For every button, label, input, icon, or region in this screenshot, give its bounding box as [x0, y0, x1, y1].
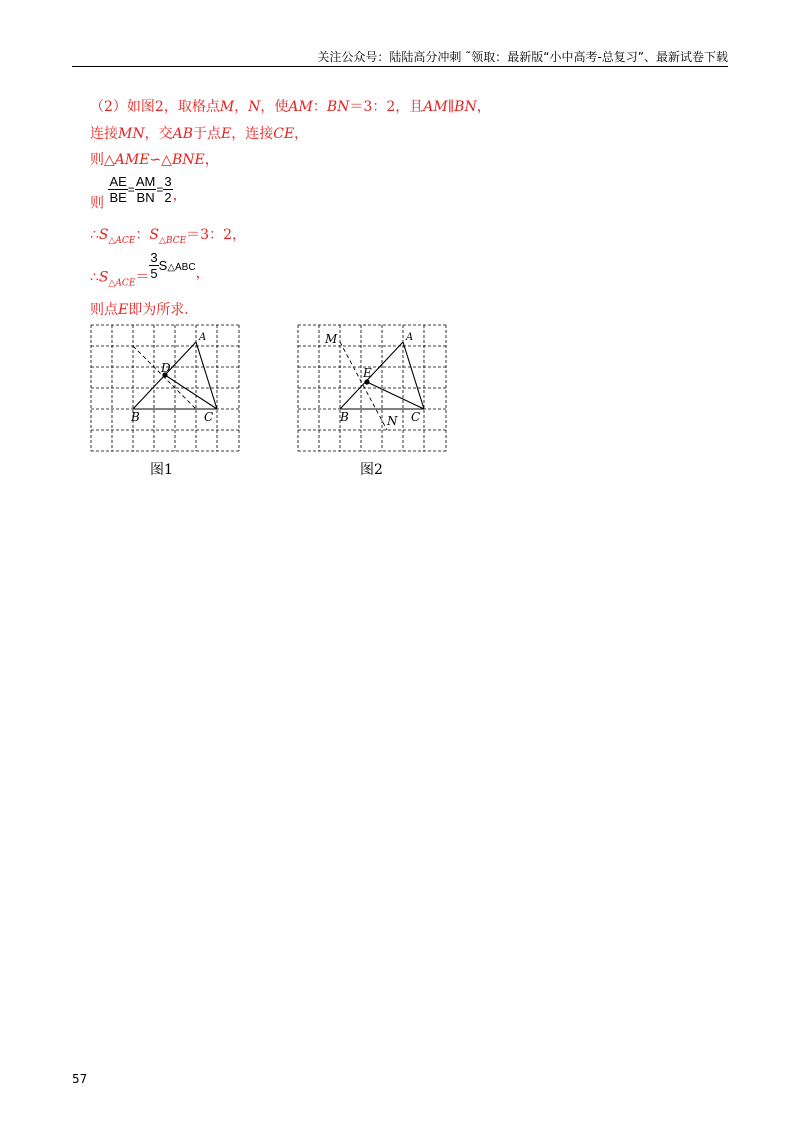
equals-sign: = [156, 182, 164, 197]
figure-2-caption: 图2 [360, 462, 383, 478]
text: ， [204, 152, 219, 168]
text: ，使 [260, 99, 289, 115]
page-header [72, 44, 728, 67]
text: ，交 [144, 126, 173, 142]
text: 即为所求. [128, 302, 189, 318]
therefore-symbol: ∴ [90, 269, 99, 286]
denominator: BN [136, 190, 155, 205]
fraction-3-2 [163, 174, 172, 205]
numerator: 3 [164, 174, 172, 189]
text: ： [135, 227, 150, 243]
subscript-ace: △ACE [108, 235, 136, 246]
var-bn: BN [326, 99, 350, 115]
denominator: BE [109, 190, 127, 205]
fraction-am-bn [135, 174, 157, 205]
var-bne: BNE [171, 152, 205, 168]
text: ， [234, 99, 249, 115]
var-parallel: AM∥BN [423, 99, 477, 115]
area-symbol: S [98, 269, 109, 286]
area-symbol: S [158, 257, 168, 273]
numerator: 3 [150, 250, 158, 265]
solution-line-5 [90, 224, 246, 246]
solution-line-7 [90, 299, 189, 319]
text: ＝3：2， [186, 227, 246, 243]
equals-sign: = [127, 182, 135, 197]
label-d: D [161, 361, 171, 375]
label-c: C [411, 410, 421, 424]
page-number: 57 [72, 1072, 88, 1086]
label-n: N [387, 414, 398, 428]
solution-line-3 [90, 149, 219, 169]
label-m: M [325, 332, 338, 346]
subscript-ace: △ACE [108, 278, 136, 289]
solution-line-2 [90, 123, 308, 143]
label-b: B [340, 410, 349, 424]
text: ， [476, 99, 491, 115]
var-mn: MN [118, 126, 145, 142]
label-c: C [204, 410, 214, 424]
text: 则 [90, 195, 104, 212]
solution-line-1 [90, 96, 491, 116]
text: ： [312, 99, 327, 115]
text: ，连接 [231, 126, 274, 142]
denominator: 2 [164, 190, 172, 205]
var-m: M [219, 99, 235, 115]
text: 则点 [90, 302, 118, 318]
text: ， [294, 126, 309, 142]
subscript-abc: △ABC [167, 261, 196, 273]
var-e: E [221, 126, 232, 142]
header-text: 关注公众号：陆陆高分冲刺 ˜领取：最新版“小中高考-总复习”、最新试卷下载 [317, 50, 728, 64]
area-symbol: S [149, 227, 159, 243]
text: 于点 [193, 126, 221, 142]
text: ＝3：2，且 [349, 99, 424, 115]
text: 则△ [90, 152, 115, 168]
fraction-3-5 [149, 250, 158, 281]
text: （2）如图2，取格点 [90, 99, 220, 115]
var-n: N [248, 99, 261, 115]
area-symbol: S [98, 227, 109, 243]
var-ce: CE [273, 126, 295, 142]
numerator: AE [109, 174, 127, 189]
label-b: B [131, 410, 140, 424]
figure-2-grid [295, 320, 449, 454]
label-e: E [363, 366, 372, 380]
solution-line-6 [90, 250, 210, 289]
grid-lines [91, 325, 239, 451]
var-am: AM [288, 99, 313, 115]
var-e: E [118, 302, 129, 318]
var-ab: AB [172, 126, 193, 142]
label-a: A [199, 332, 207, 343]
text: 连接 [90, 126, 118, 142]
denominator: 5 [150, 266, 158, 281]
point-e [364, 379, 369, 384]
text: ， [172, 187, 187, 204]
therefore-symbol: ∴ [90, 227, 99, 243]
label-a: A [406, 332, 414, 343]
var-ame: AME [114, 152, 150, 168]
text: ∽△ [149, 152, 172, 168]
solution-line-4 [90, 174, 187, 213]
grid-lines [298, 325, 446, 451]
numerator: AM [135, 174, 156, 189]
fraction-ae-be [108, 174, 127, 205]
text: ＝ [135, 269, 150, 286]
figure-1-grid [88, 320, 242, 454]
text: ， [195, 265, 210, 282]
figure-1-caption: 图1 [150, 462, 173, 478]
subscript-bce: △BCE [159, 235, 187, 246]
area-abc [159, 258, 196, 273]
